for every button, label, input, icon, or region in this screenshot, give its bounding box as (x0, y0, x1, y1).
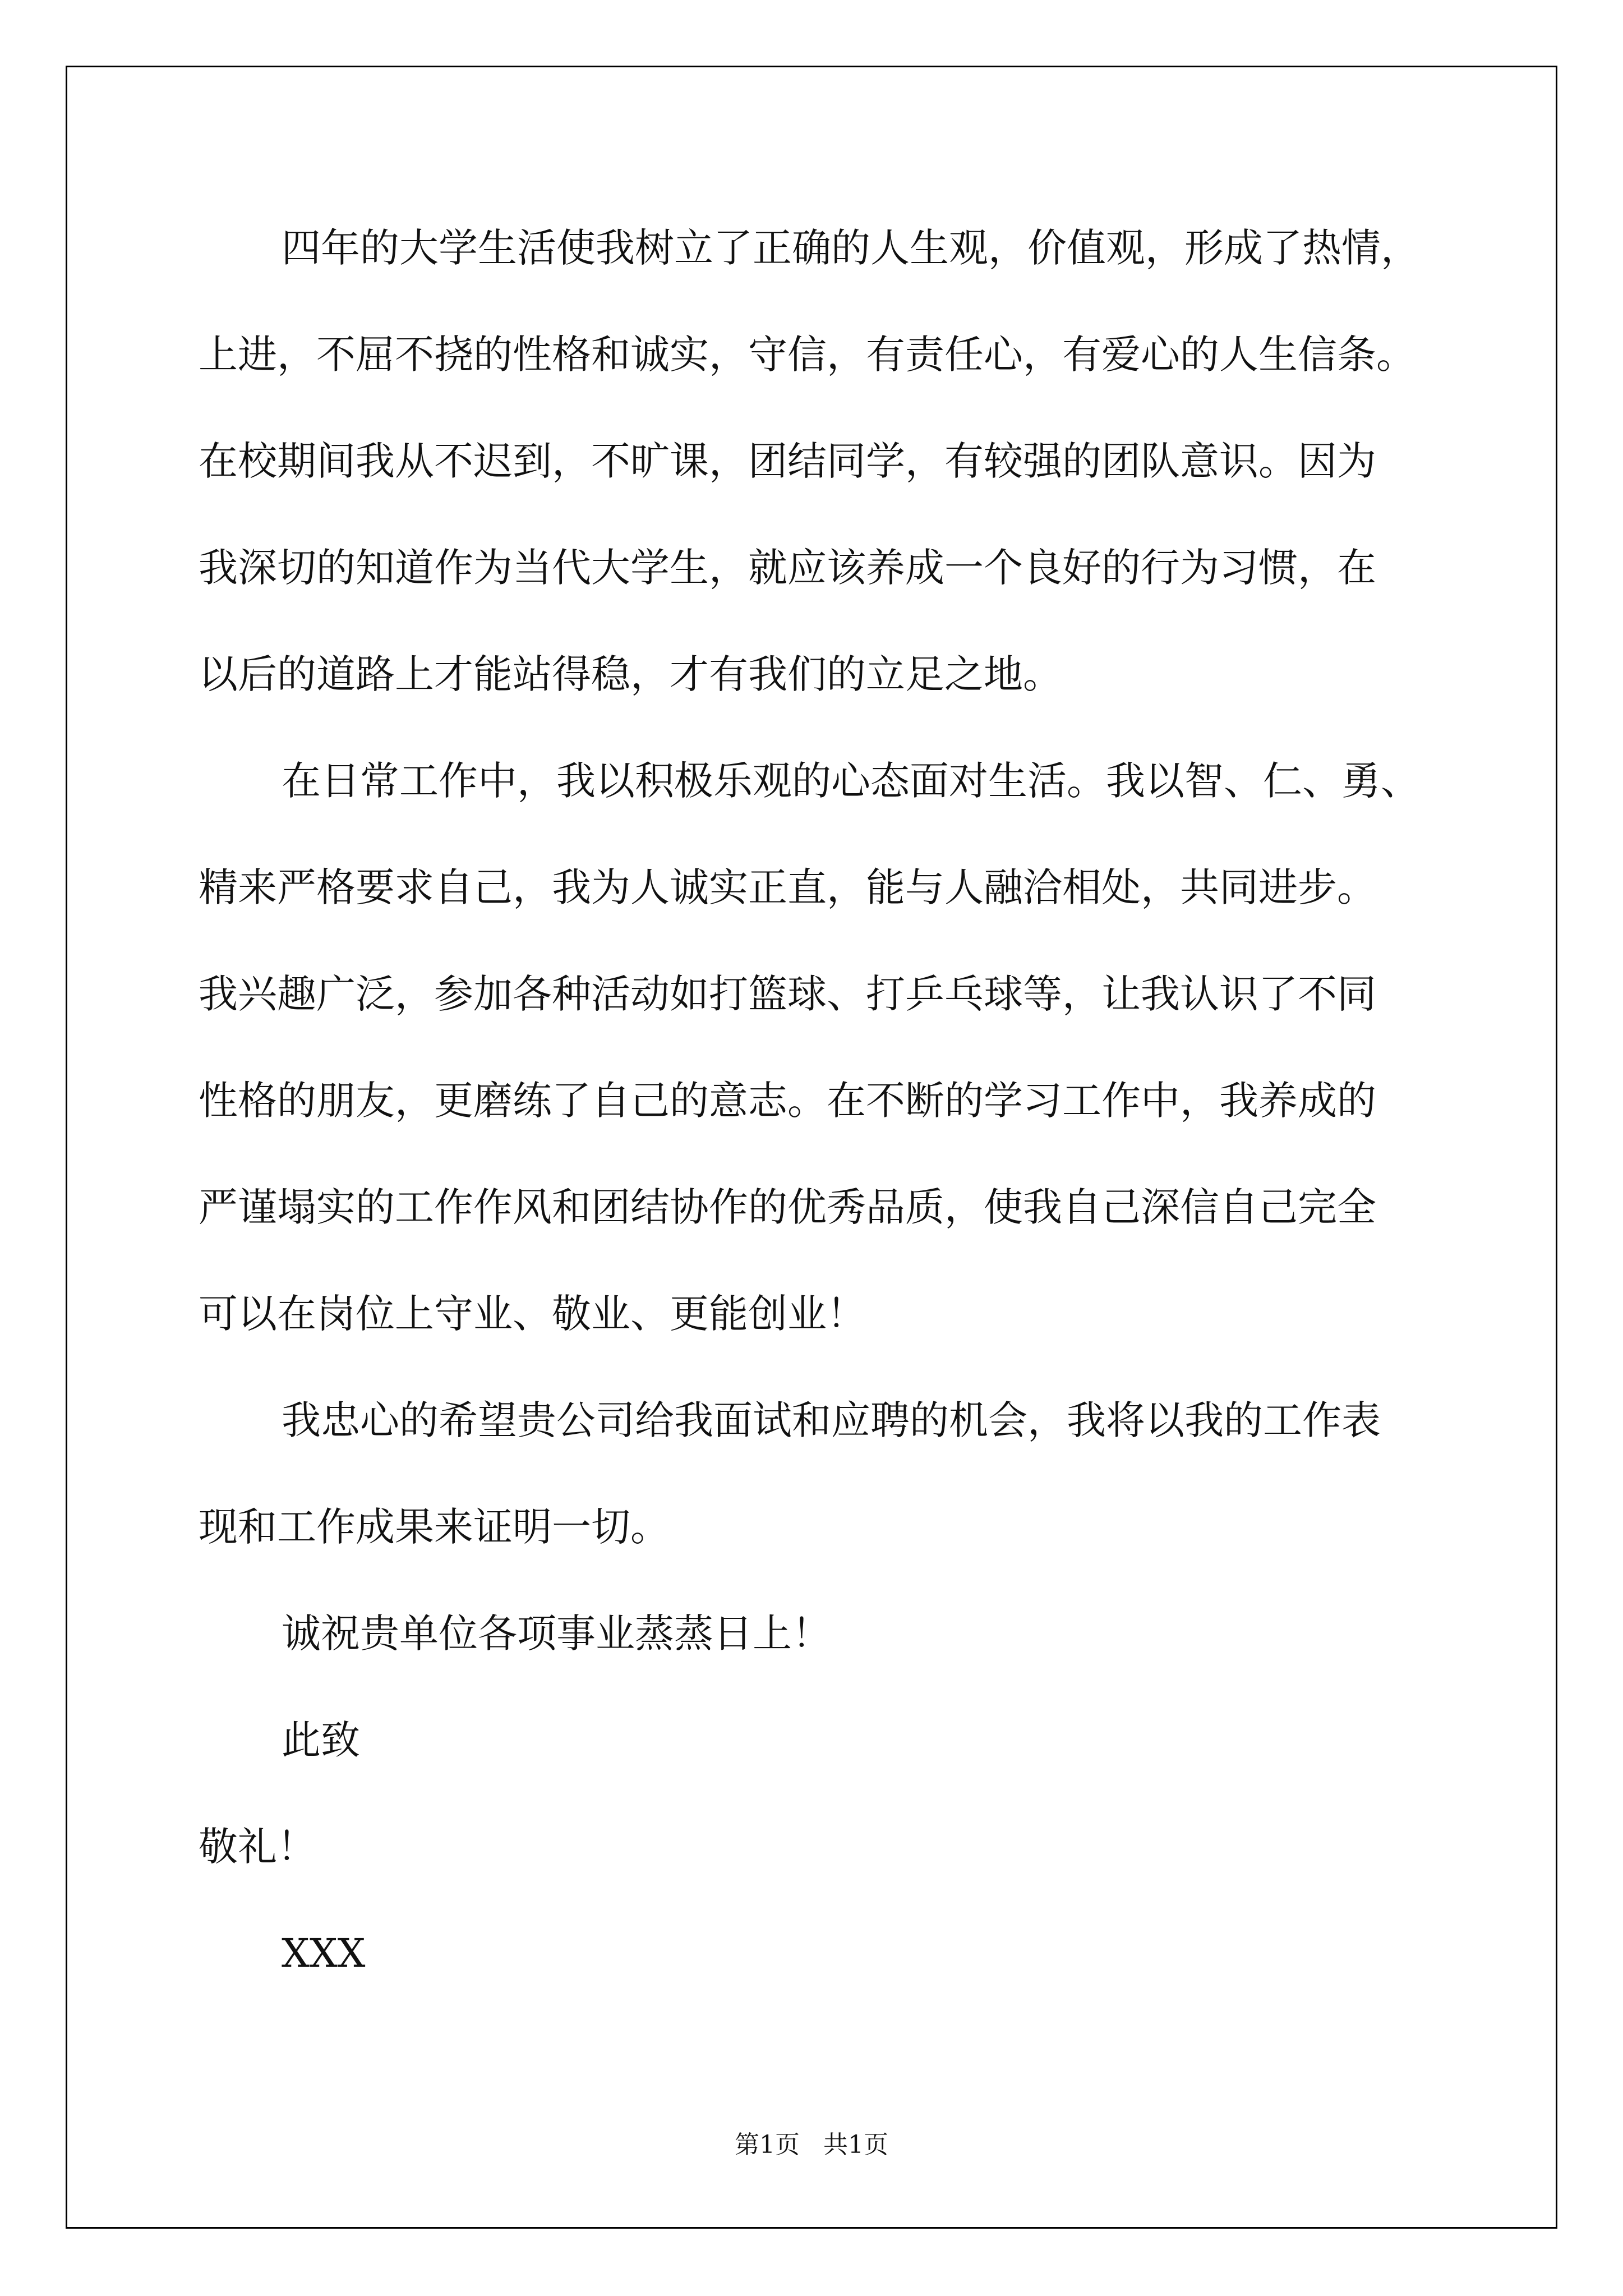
text-line: 我兴趣广泛，参加各种活动如打篮球、打乒乓球等，让我认识了不同 (199, 971, 1376, 1017)
closing-regards: 敬礼！ (199, 1824, 316, 1870)
page-border (66, 66, 1557, 2229)
text-line: 诚祝贵单位各项事业蒸蒸日上！ (282, 1611, 831, 1657)
closing-salutation: 此致 (282, 1717, 360, 1763)
text-line: 严谨塌实的工作作风和团结协作的优秀品质，使我自己深信自己完全 (199, 1184, 1376, 1230)
signature-name: XXX (282, 1930, 366, 1976)
text-line: 我深切的知道作为当代大学生，就应该养成一个良好的行为习惯，在 (199, 545, 1376, 591)
text-line: 以后的道路上才能站得稳，才有我们的立足之地。 (199, 651, 1062, 697)
page-number: 第1页 共1页 (735, 2131, 888, 2159)
text-line: 精来严格要求自己，我为人诚实正直，能与人融洽相处，共同进步。 (199, 864, 1376, 910)
text-line: 性格的朋友，更磨练了自己的意志。在不断的学习工作中，我养成的 (199, 1078, 1376, 1124)
text-line: 上进，不屈不挠的性格和诚实，守信，有责任心，有爱心的人生信条。 (199, 332, 1415, 378)
text-line: 现和工作成果来证明一切。 (199, 1504, 670, 1550)
text-line: 在日常工作中，我以积极乐观的心态面对生活。我以智、仁、勇、 (282, 758, 1420, 804)
text-line: 可以在岗位上守业、敬业、更能创业！ (199, 1291, 866, 1337)
text-line: 我忠心的希望贵公司给我面试和应聘的机会，我将以我的工作表 (282, 1397, 1381, 1443)
text-line: 四年的大学生活使我树立了正确的人生观，价值观，形成了热情， (282, 225, 1420, 271)
text-line: 在校期间我从不迟到，不旷课，团结同学，有较强的团队意识。因为 (199, 438, 1376, 484)
